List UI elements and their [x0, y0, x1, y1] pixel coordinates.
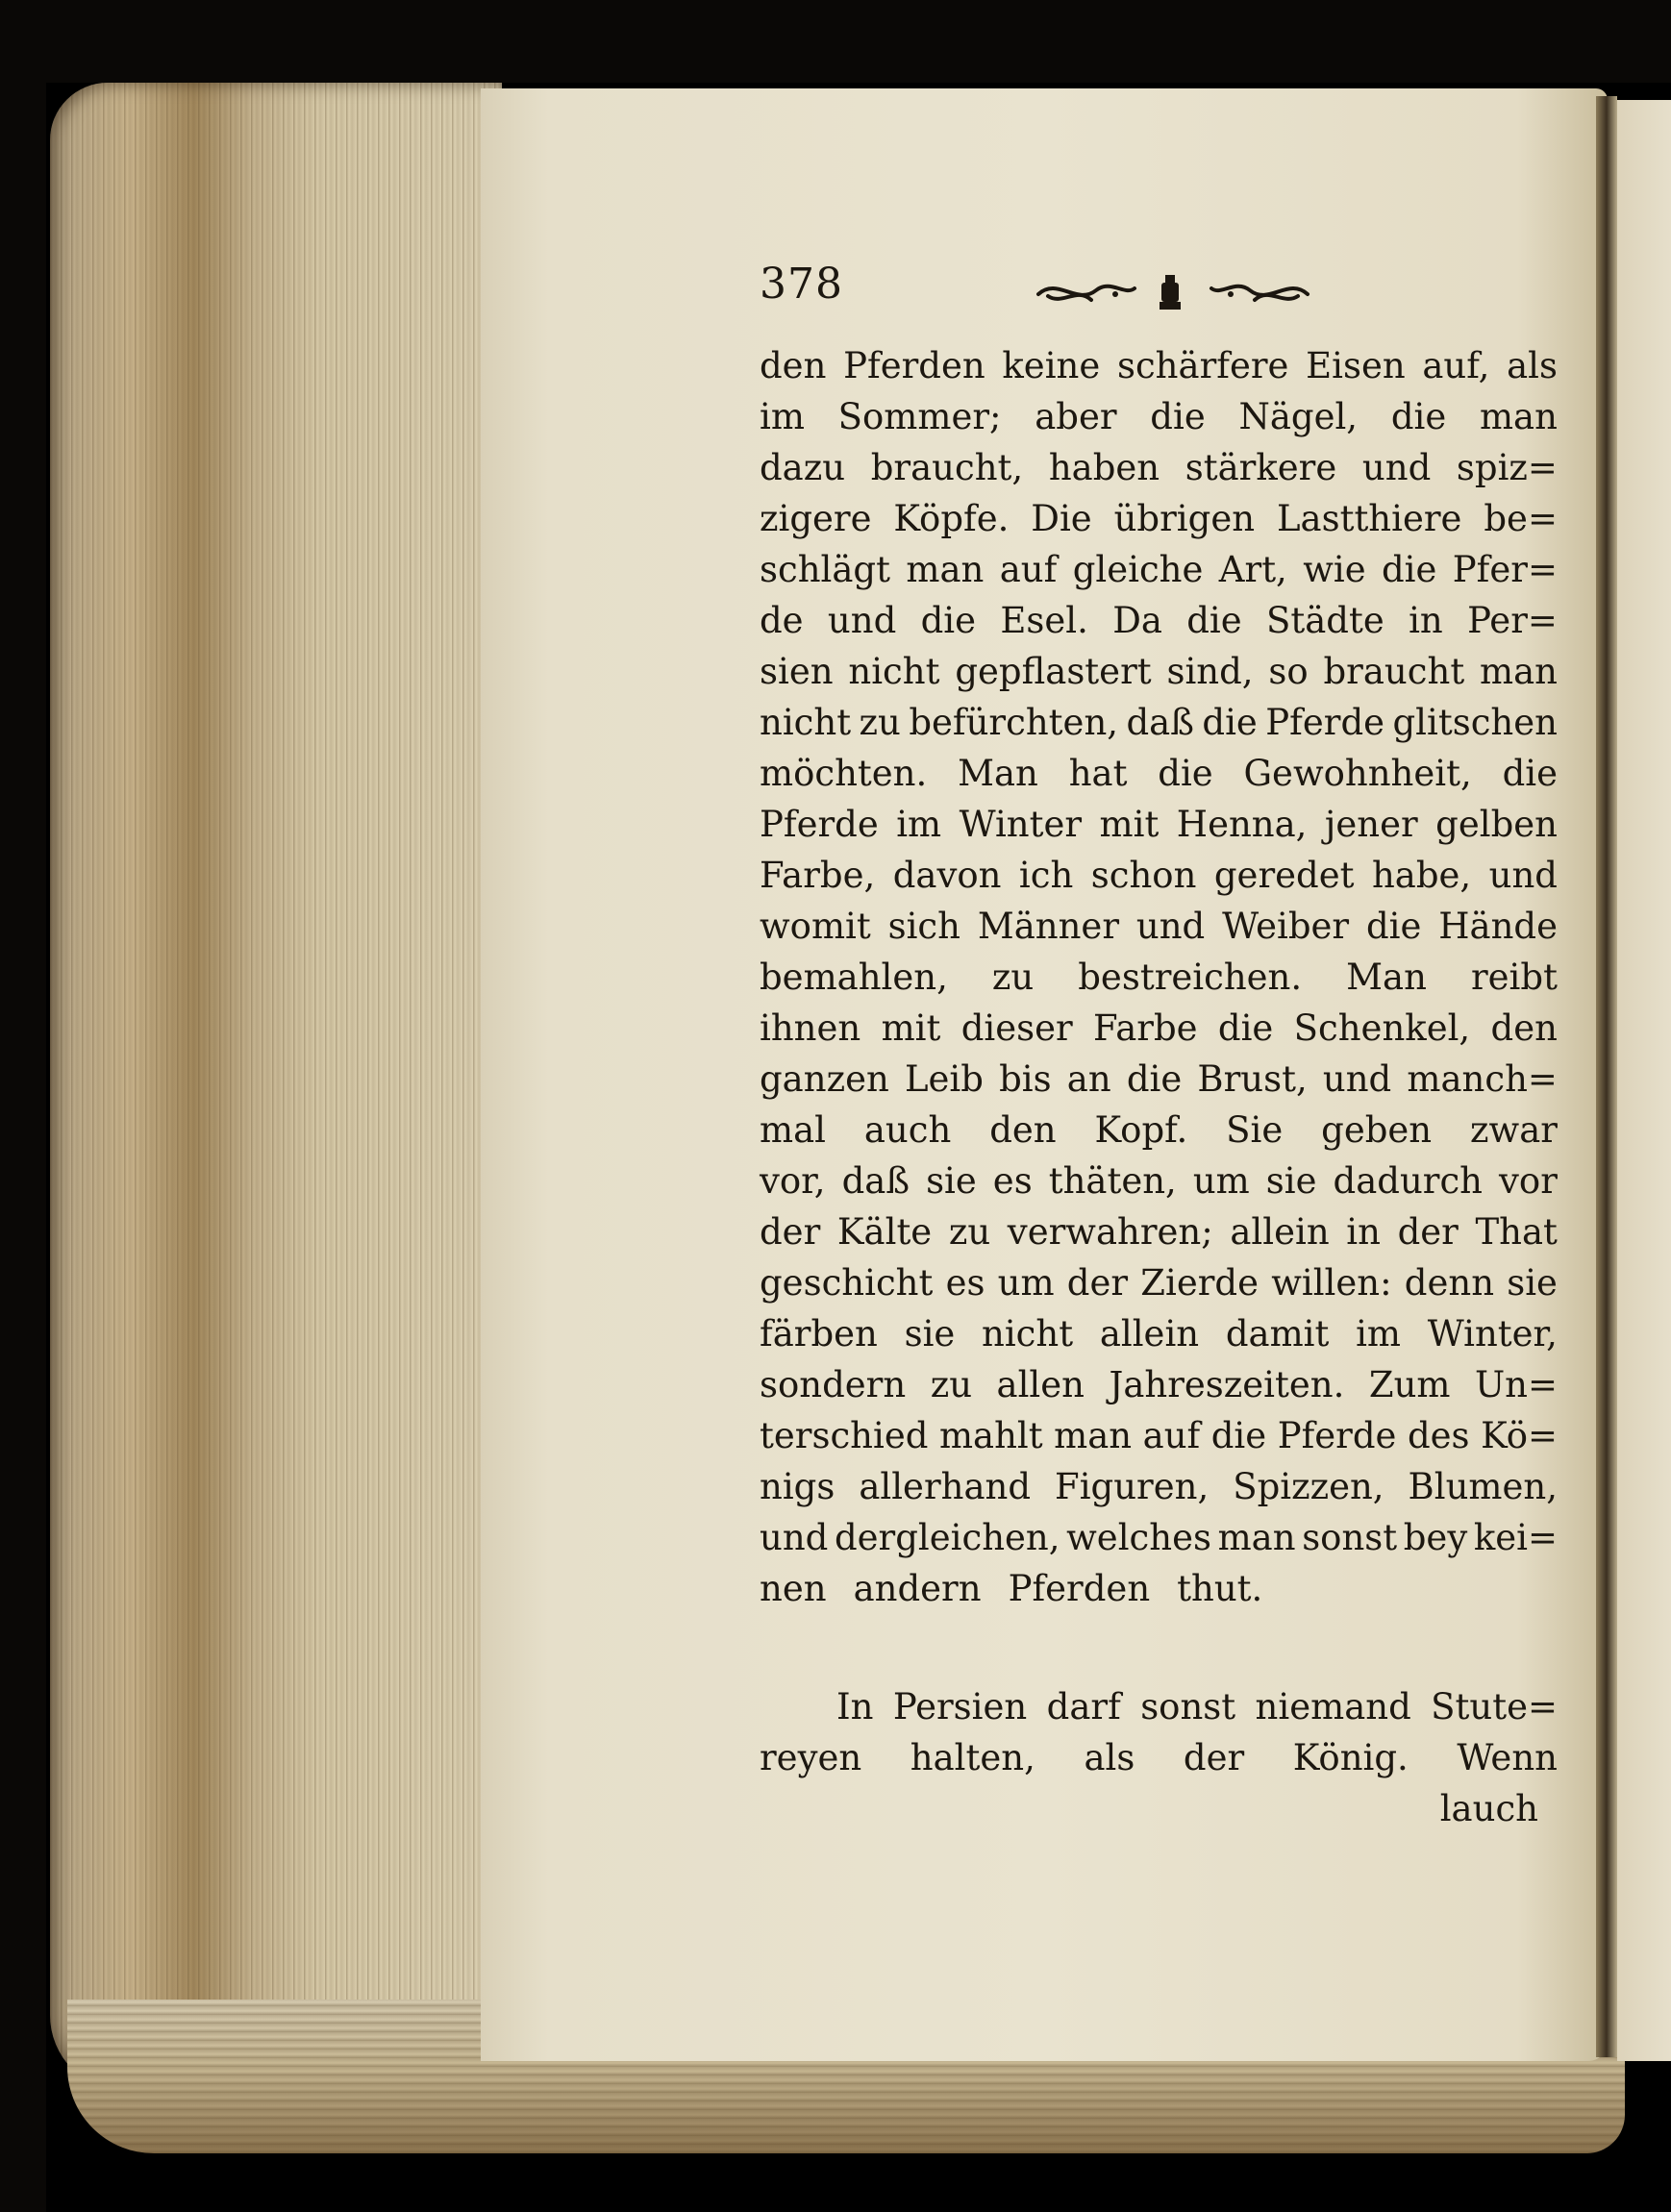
- paragraph: [760, 340, 1558, 1614]
- word: Lastthiere: [1276, 498, 1462, 539]
- word: König.: [1292, 1737, 1409, 1778]
- word: halten,: [910, 1737, 1035, 1778]
- word: Schenkel,: [1293, 1007, 1471, 1049]
- text-line: [760, 1410, 1558, 1461]
- word: jener: [1324, 804, 1418, 845]
- word: Pferde: [1277, 1415, 1397, 1456]
- word: thut.: [1177, 1568, 1263, 1609]
- word: Stute=: [1431, 1686, 1558, 1727]
- text-line: [760, 1563, 1558, 1614]
- word: mal: [760, 1109, 826, 1151]
- word: gelben: [1435, 804, 1558, 845]
- book-gutter: [1596, 96, 1617, 2057]
- word: glitschen: [1392, 702, 1558, 743]
- word: braucht,: [870, 447, 1024, 488]
- word: und: [760, 1517, 829, 1558]
- word: Persien: [892, 1686, 1028, 1727]
- word: es: [945, 1262, 985, 1304]
- word: de: [760, 600, 804, 641]
- word: auf,: [1422, 345, 1490, 386]
- word: andern: [853, 1568, 982, 1609]
- word: der: [1397, 1211, 1459, 1253]
- word: die: [1186, 600, 1242, 641]
- word: im: [1356, 1313, 1402, 1355]
- word: die: [1158, 753, 1213, 794]
- word: in: [1409, 600, 1443, 641]
- word: reyen: [760, 1737, 862, 1778]
- page-edges: [50, 83, 502, 2092]
- word: Wenn: [1457, 1737, 1558, 1778]
- word: Man: [958, 753, 1038, 794]
- word: zigere: [760, 498, 872, 539]
- word: Spizzen,: [1233, 1466, 1384, 1507]
- word: sonst: [1140, 1686, 1236, 1727]
- word: manch=: [1407, 1058, 1558, 1100]
- text-line: [760, 748, 1558, 799]
- word: gepflastert: [955, 651, 1152, 692]
- word: Weiber: [1222, 906, 1350, 947]
- word: In: [836, 1686, 874, 1727]
- word: ich: [1018, 855, 1074, 896]
- word: Per=: [1467, 600, 1558, 641]
- word: Man: [1346, 957, 1427, 998]
- word: als: [1084, 1737, 1135, 1778]
- word: man: [1480, 651, 1558, 692]
- word: dadurch: [1333, 1160, 1484, 1202]
- word: Pferden: [843, 345, 985, 386]
- word: die: [1202, 702, 1258, 743]
- word: und: [1135, 906, 1206, 947]
- word: bemahlen,: [760, 957, 948, 998]
- word: nigs: [760, 1466, 836, 1507]
- word: sien: [760, 651, 834, 692]
- word: geben: [1321, 1109, 1433, 1151]
- page-text-block: [760, 260, 1558, 1834]
- word: den: [989, 1109, 1057, 1151]
- facing-page-edge: [1617, 100, 1671, 2061]
- word: Zum: [1368, 1364, 1451, 1405]
- word: hat: [1068, 753, 1128, 794]
- word: so: [1268, 651, 1309, 692]
- word: braucht: [1323, 651, 1465, 692]
- word: Nägel,: [1238, 396, 1359, 437]
- paragraph-gap: [760, 1614, 1558, 1681]
- word: die: [1390, 396, 1447, 437]
- word: Henna,: [1176, 804, 1308, 845]
- word: der: [1066, 1262, 1129, 1304]
- word: um: [997, 1262, 1055, 1304]
- word: Hände: [1438, 906, 1558, 947]
- word: befürchten,: [909, 702, 1119, 743]
- word: möchten.: [760, 753, 928, 794]
- word: zwar: [1470, 1109, 1558, 1151]
- word: allerhand: [859, 1466, 1032, 1507]
- word: um: [1192, 1160, 1250, 1202]
- word: den: [760, 345, 827, 386]
- word: dazu: [760, 447, 846, 488]
- word: nen: [760, 1568, 827, 1609]
- word: im: [760, 396, 805, 437]
- word: mahlt: [938, 1415, 1043, 1456]
- word: die: [920, 600, 977, 641]
- word: daß: [841, 1160, 910, 1202]
- word: Figuren,: [1055, 1466, 1210, 1507]
- word: verwahren;: [1007, 1211, 1213, 1253]
- word: daß: [1126, 702, 1194, 743]
- word: womit: [760, 906, 871, 947]
- word: Pferde: [760, 804, 879, 845]
- paragraph: [760, 1681, 1558, 1783]
- word: die: [1365, 906, 1422, 947]
- text-line: [760, 1054, 1558, 1105]
- word: auf: [999, 549, 1058, 590]
- word: und: [1488, 855, 1558, 896]
- word: die: [1126, 1058, 1183, 1100]
- word: niemand: [1255, 1686, 1411, 1727]
- word: That: [1475, 1211, 1558, 1253]
- text-line: [760, 442, 1558, 493]
- word: Winter,: [1427, 1313, 1558, 1355]
- word: ihnen: [760, 1007, 861, 1049]
- text-line: [760, 901, 1558, 952]
- word: nicht: [848, 651, 940, 692]
- word: Esel.: [1000, 600, 1088, 641]
- word: im: [896, 804, 942, 845]
- word: Da: [1112, 600, 1162, 641]
- text-line: [760, 952, 1558, 1003]
- word: die: [1217, 1007, 1274, 1049]
- word: nicht: [982, 1313, 1074, 1355]
- word: man: [906, 549, 985, 590]
- word: sondern: [760, 1364, 907, 1405]
- word: schon: [1090, 855, 1197, 896]
- word: sie: [1507, 1262, 1558, 1304]
- word: terschied: [760, 1415, 929, 1456]
- text-line: [760, 1206, 1558, 1257]
- word: der: [1183, 1737, 1245, 1778]
- fleuron-ornament-icon: [1019, 267, 1327, 315]
- text-line: [760, 1003, 1558, 1054]
- word: Pfer=: [1452, 549, 1558, 590]
- page-header: [760, 260, 1558, 317]
- word: sich: [887, 906, 960, 947]
- text-line: [760, 1512, 1558, 1563]
- word: man: [1479, 396, 1558, 437]
- word: schlägt: [760, 549, 890, 590]
- word: man: [1054, 1415, 1133, 1456]
- word: der: [760, 1211, 821, 1253]
- word: Winter: [959, 804, 1083, 845]
- word: habe,: [1371, 855, 1472, 896]
- word: sind,: [1166, 651, 1254, 692]
- word: Kopf.: [1094, 1109, 1188, 1151]
- word: die: [1502, 753, 1558, 794]
- word: Sie: [1226, 1109, 1284, 1151]
- text-line: [760, 646, 1558, 697]
- word: in: [1346, 1211, 1381, 1253]
- word: bey: [1403, 1517, 1468, 1558]
- word: keine: [1002, 345, 1101, 386]
- word: man: [1217, 1517, 1296, 1558]
- word: sonst: [1302, 1517, 1398, 1558]
- word: auch: [863, 1109, 952, 1151]
- word: bestreichen.: [1078, 957, 1303, 998]
- text-line: [760, 391, 1558, 442]
- word: zu: [991, 957, 1035, 998]
- text-line: [760, 799, 1558, 850]
- word: Die: [1031, 498, 1092, 539]
- text-line: [760, 1681, 1558, 1732]
- text-line: [760, 1461, 1558, 1512]
- text-line: [760, 1359, 1558, 1410]
- word: Art,: [1218, 549, 1287, 590]
- word: zu: [930, 1364, 973, 1405]
- word: Farbe,: [760, 855, 876, 896]
- word: dieser: [960, 1007, 1073, 1049]
- word: Blumen,: [1408, 1466, 1558, 1507]
- word: davon: [892, 855, 1002, 896]
- word: Kälte: [836, 1211, 933, 1253]
- word: und: [827, 600, 897, 641]
- word: Un=: [1474, 1364, 1558, 1405]
- word: schärfere: [1116, 345, 1289, 386]
- word: Brust,: [1197, 1058, 1308, 1100]
- word: allen: [996, 1364, 1085, 1405]
- word: Zierde: [1140, 1262, 1259, 1304]
- word: mit: [1099, 804, 1160, 845]
- word: willen:: [1271, 1262, 1392, 1304]
- word: kei=: [1473, 1517, 1558, 1558]
- word: und: [1322, 1058, 1392, 1100]
- word: reibt: [1470, 957, 1558, 998]
- text-line: [760, 1156, 1558, 1206]
- word: geredet: [1213, 855, 1355, 896]
- word: darf: [1046, 1686, 1121, 1727]
- word: Pferde: [1265, 702, 1385, 743]
- text-line: [760, 1105, 1558, 1156]
- word: Eisen: [1306, 345, 1406, 386]
- word: Sommer;: [837, 396, 1002, 437]
- word: ganzen: [760, 1058, 889, 1100]
- text-line: [760, 697, 1558, 748]
- paragraphs: [760, 340, 1558, 1783]
- word: allein: [1230, 1211, 1330, 1253]
- word: vor,: [760, 1160, 826, 1202]
- word: die: [1210, 1415, 1267, 1456]
- page-number: 378: [760, 260, 843, 309]
- word: Jahreszeiten.: [1109, 1364, 1345, 1405]
- text-line: [760, 493, 1558, 544]
- word: haben: [1048, 447, 1160, 488]
- word: geschicht: [760, 1262, 934, 1304]
- word: wie: [1303, 549, 1366, 590]
- word: Köpfe.: [893, 498, 1010, 539]
- word: zu: [859, 702, 901, 743]
- word: bis: [999, 1058, 1052, 1100]
- word: sie: [926, 1160, 977, 1202]
- text-line: [760, 1308, 1558, 1359]
- word: es: [992, 1160, 1033, 1202]
- word: gleiche: [1072, 549, 1204, 590]
- word: stärkere: [1185, 447, 1337, 488]
- word: sie: [1265, 1160, 1317, 1202]
- word: nicht: [760, 702, 852, 743]
- word: an: [1066, 1058, 1111, 1100]
- word: Städte: [1266, 600, 1384, 641]
- text-line: [760, 340, 1558, 391]
- word: dergleichen,: [834, 1517, 1060, 1558]
- word: mit: [881, 1007, 941, 1049]
- word: färben: [760, 1313, 878, 1355]
- word: aber: [1035, 396, 1117, 437]
- word: vor: [1499, 1160, 1558, 1202]
- word: welches: [1066, 1517, 1211, 1558]
- word: damit: [1225, 1313, 1330, 1355]
- word: übrigen: [1113, 498, 1256, 539]
- word: Gewohnheit,: [1243, 753, 1472, 794]
- text-line: [760, 850, 1558, 901]
- word: als: [1507, 345, 1558, 386]
- text-line: [760, 595, 1558, 646]
- word: Pferden: [1008, 1568, 1151, 1609]
- text-line: [760, 544, 1558, 595]
- word: die: [1150, 396, 1206, 437]
- word: den: [1490, 1007, 1558, 1049]
- word: Leib: [904, 1058, 984, 1100]
- word: denn: [1404, 1262, 1495, 1304]
- word: des: [1407, 1415, 1470, 1456]
- word: thäten,: [1048, 1160, 1177, 1202]
- word: be=: [1484, 498, 1558, 539]
- word: die: [1381, 549, 1437, 590]
- word: allein: [1099, 1313, 1200, 1355]
- word: Männer: [977, 906, 1120, 947]
- word: sie: [904, 1313, 956, 1355]
- word: zu: [948, 1211, 991, 1253]
- catchword: lauch: [1439, 1788, 1538, 1829]
- word: spiz=: [1456, 447, 1558, 488]
- word: und: [1361, 447, 1432, 488]
- text-line: [760, 1257, 1558, 1308]
- word: auf: [1142, 1415, 1201, 1456]
- word: Farbe: [1093, 1007, 1198, 1049]
- text-line: [760, 1732, 1558, 1783]
- word: Kö=: [1481, 1415, 1558, 1456]
